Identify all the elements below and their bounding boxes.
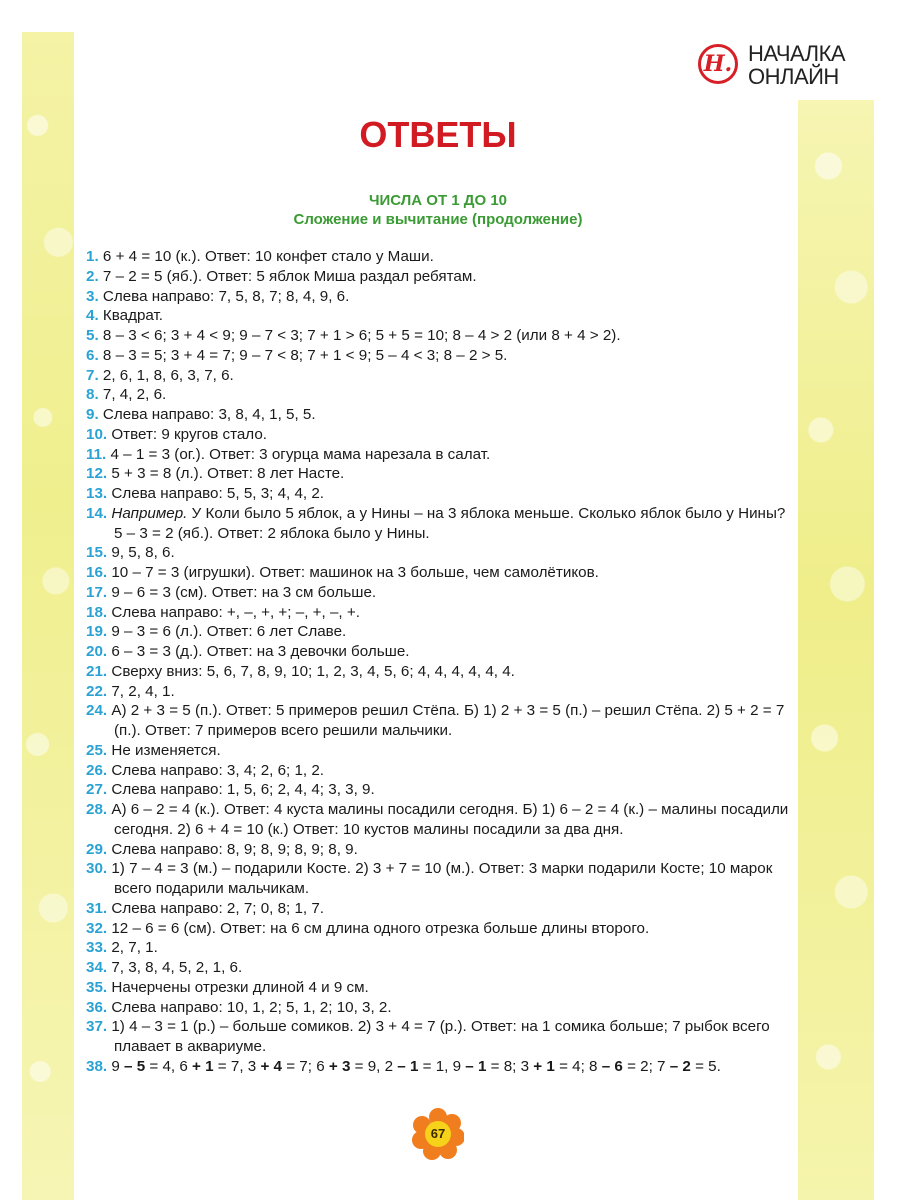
answer-number: 6. [86,346,99,364]
answer-item [86,998,790,1018]
logo-line-1: НАЧАЛКА [748,41,846,66]
answer-number: 33. [86,939,108,957]
answer-text: Не изменяется. [111,741,221,759]
answer-item [86,385,790,405]
page-number-badge [412,1108,464,1160]
answer-item [86,603,790,623]
answer-text: Слева направо: 2, 7; 0, 8; 1, 7. [111,899,325,917]
answer-text: 5 + 3 = 8 (л.). Ответ: 8 лет Насте. [111,465,345,483]
answer-item [86,741,790,761]
answer-text: Слева направо: 3, 8, 4, 1, 5, 5. [102,406,316,423]
answer-number: 28. [86,801,108,818]
answer-text: 7, 2, 4, 1. [111,682,175,700]
answer-number: 12. [86,465,108,483]
answer-item [86,938,790,958]
answer-item [86,642,790,662]
answer-number: 30. [86,860,108,878]
answer-number: 38. [86,1057,108,1075]
answer-text: А) 2 + 3 = 5 (п.). Ответ: 5 примеров решил Стёпа. Б) 1) 2 + 3 = 5 (п.) – решил Стёпа. 2) 5 + 2 = 7 (п.). Ответ: 7 примеров всего решили мальчики. [111,702,785,739]
answer-item [86,662,790,682]
answer-number: 16. [86,564,108,581]
answer-item [86,267,790,287]
answer-text: Слева направо: 5, 5, 3; 4, 4, 2. [111,485,325,502]
answer-number: 36. [86,998,108,1016]
answer-number: 31. [86,899,108,917]
answer-number: 7. [86,366,99,384]
answer-text: 12 – 6 = 6 (см). Ответ: на 6 см длина одного отрезка больше длины второго. [111,919,650,937]
answer-item [86,484,790,504]
answer-item [86,958,790,978]
answer-text: 9 – 5 = 4, 6 + 1 = 7, 3 + 4 = 7; 6 + 3 = 9, 2 – 1 = 1, 9 – 1 = 8; 3 + 1 = 4; 8 – 6 = 2; 7 – 2 = 5. [111,1057,721,1075]
nachalka-online-logo [698,38,848,94]
answer-number: 2. [86,267,99,285]
answer-number: 22. [86,682,108,700]
answer-number: 17. [86,583,108,601]
answer-text: 7 – 2 = 5 (яб.). Ответ: 5 яблок Миша раздал ребятам. [102,267,477,285]
logo-text [748,42,845,88]
answer-item [86,287,790,307]
answer-item [86,899,790,919]
answer-item [86,543,790,563]
answer-text: 9, 5, 8, 6. [111,544,175,562]
answer-item [86,780,790,800]
answer-text: Начерчены отрезки длиной 4 и 9 см. [111,978,369,996]
answer-number: 21. [86,662,108,680]
answer-text: Слева направо: 1, 5, 6; 2, 4, 4; 3, 3, 9. [111,781,375,799]
right-floral-border [798,100,874,1200]
answer-number: 37. [86,1018,108,1036]
answer-number: 18. [86,603,108,621]
answer-number: 20. [86,643,108,660]
answer-item [86,306,790,326]
section-subtitle: Сложение и вычитание (продолжение) [293,211,583,228]
answer-number: 5. [86,327,99,344]
answer-text: Сверху вниз: 5, 6, 7, 8, 9, 10; 1, 2, 3, 4, 5, 6; 4, 4, 4, 4, 4, 4. [111,662,515,680]
answer-item [86,682,790,702]
answer-item [86,563,790,583]
answer-number: 34. [86,959,108,976]
answer-text: Слева направо: 7, 5, 8, 7; 8, 4, 9, 6. [102,287,350,305]
answer-text: 7, 3, 8, 4, 5, 2, 1, 6. [111,959,243,976]
answer-text: 1) 7 – 4 = 3 (м.) – подарили Косте. 2) 3 + 7 = 10 (м.). Ответ: 3 марки подарили Косте; 10 марок всего подарили мальчикам. [111,860,773,897]
answer-item [86,445,790,465]
logo-emblem: Н. [698,44,738,84]
answer-text: 9 – 6 = 3 (см). Ответ: на 3 см больше. [111,583,377,601]
answer-text: 4 – 1 = 3 (ог.). Ответ: 3 огурца мама нарезала в салат. [110,445,491,463]
answer-item [86,701,790,741]
answer-item [86,583,790,603]
answer-text: 2, 7, 1. [111,939,158,957]
answer-text: 1) 4 – 3 = 1 (р.) – больше сомиков. 2) 3 + 4 = 7 (р.). Ответ: на 1 сомика больше; 7 рыбок всего плавает в аквариуме. [111,1018,770,1055]
answer-number: 26. [86,761,108,779]
answer-number: 15. [86,544,108,562]
answer-number: 13. [86,485,108,502]
answer-item [86,840,790,860]
answer-item [86,978,790,998]
answer-number: 4. [86,307,99,325]
answer-number: 24. [86,702,108,720]
answer-text: 6 + 4 = 10 (к.). Ответ: 10 конфет стало у Маши. [102,248,434,265]
answer-text: Слева направо: 3, 4; 2, 6; 1, 2. [111,761,325,779]
answer-number: 27. [86,781,108,799]
answer-number: 3. [86,287,99,305]
answer-number: 11. [86,445,107,463]
section-title: ЧИСЛА ОТ 1 ДО 10 [368,192,508,209]
answer-item [86,464,790,484]
answer-text: Слева направо: 8, 9; 8, 9; 8, 9; 8, 9. [111,840,358,858]
page-number: 67 [430,1126,446,1141]
logo-line-2: ОНЛАЙН [748,64,839,89]
answer-text: 8 – 3 < 6; 3 + 4 < 9; 9 – 7 < 3; 7 + 1 > 6; 5 + 5 = 10; 8 – 4 > 2 (или 8 + 4 > 2). [102,327,621,344]
answer-item [86,919,790,939]
answer-number: 35. [86,978,108,996]
answers-list [86,247,790,1077]
answer-text: А) 6 – 2 = 4 (к.). Ответ: 4 куста малины посадили сегодня. Б) 1) 6 – 2 = 4 (к.) – малины посадили сегодня. 2) 6 + 4 = 10 (к.) Ответ: 10 кустов малины посадили за два дня. [111,801,789,838]
answer-example-label: Например. [111,504,188,522]
answer-number: 10. [86,425,108,443]
answer-item [86,326,790,346]
answer-number: 8. [86,386,99,404]
answer-text: 10 – 7 = 3 (игрушки). Ответ: машинок на 3 больше, чем самолётиков. [111,564,599,581]
answer-number: 19. [86,623,108,641]
answer-text: Ответ: 9 кругов стало. [111,425,268,443]
answer-item [86,1017,790,1057]
answer-text: 8 – 3 = 5; 3 + 4 = 7; 9 – 7 < 8; 7 + 1 < 9; 5 – 4 < 3; 8 – 2 > 5. [102,346,508,364]
answer-item [86,859,790,899]
answer-item [86,346,790,366]
answer-number: 14. [86,504,108,522]
answer-text: Слева направо: 10, 1, 2; 5, 1, 2; 10, 3, 2. [111,998,392,1016]
answer-item [86,761,790,781]
answer-text: 2, 6, 1, 8, 6, 3, 7, 6. [102,366,234,384]
answer-item [86,504,790,544]
answer-text: Слева направо: +, –, +, +; –, +, –, +. [111,603,360,621]
page-title: ОТВЕТЫ [359,114,517,155]
answer-number: 9. [86,406,99,423]
answer-item [86,425,790,445]
answer-item [86,622,790,642]
answer-text: 6 – 3 = 3 (д.). Ответ: на 3 девочки больше. [111,643,410,660]
answer-number: 29. [86,840,108,858]
answer-number: 1. [86,248,99,265]
answer-item [86,800,790,840]
answer-item [86,405,790,425]
answer-text: 9 – 3 = 6 (л.). Ответ: 6 лет Славе. [111,623,347,641]
answer-number: 32. [86,919,108,937]
answer-number: 25. [86,741,108,759]
answer-text: У Коли было 5 яблок, а у Нины – на 3 яблока меньше. Сколько яблок было у Нины? 5 – 3 = 2 (яб.). Ответ: 2 яблока было у Нины. [114,504,786,542]
answer-item [86,366,790,386]
answer-item [86,247,790,267]
answer-text: Квадрат. [102,307,164,325]
answer-item-38 [86,1057,790,1077]
answer-text: 7, 4, 2, 6. [102,386,167,404]
